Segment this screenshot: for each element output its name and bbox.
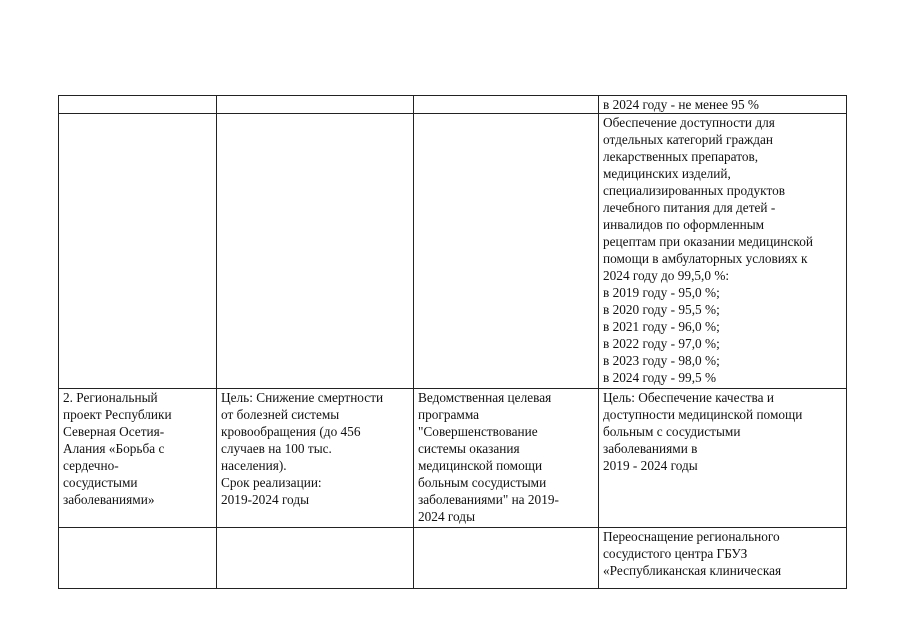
table-cell — [59, 528, 217, 589]
table-cell: в 2024 году - не менее 95 % — [599, 96, 847, 114]
program-cell: Ведомственная целевая программа "Совершенствование системы оказания медицинской помощи больным сосудистыми заболеваниями" на 2019- 2024 годы — [414, 389, 599, 528]
table-cell — [217, 528, 414, 589]
table-cell: Обеспечение доступности для отдельных категорий граждан лекарственных препаратов, медицинских изделий, специализированных продуктов лечебного питания для детей - инвалидов по оформленным рецептам при оказании медицинской помощи в амбулаторных условиях к 2024 году до 99,5,0 %: в 2019 году - 95,0 %; в 2020 году - 95,5 %; в 2021 году - 96,0 %; в 2022 году - 97,0 %; в 2023 году - 98,0 %; в 2024 году - 99,5 % — [599, 114, 847, 389]
table-cell — [414, 96, 599, 114]
goal-cell: Цель: Снижение смертности от болезней системы кровообращения (до 456 случаев на 100 тыс. населения). Срок реализации: 2019-2024 годы — [217, 389, 414, 528]
table-row — [59, 389, 847, 528]
table-cell — [414, 114, 599, 389]
document-table — [58, 95, 847, 589]
table-row — [59, 114, 847, 389]
table-cell — [59, 96, 217, 114]
table-row — [59, 96, 847, 114]
table-cell — [217, 114, 414, 389]
table-cell — [59, 114, 217, 389]
table-row — [59, 528, 847, 589]
table-cell — [217, 96, 414, 114]
project-name-cell: 2. Региональный проект Республики Северная Осетия- Алания «Борьба с сердечно- сосудистыми заболеваниями» — [59, 389, 217, 528]
table-cell: Переоснащение регионального сосудистого центра ГБУЗ «Республиканская клиническая — [599, 528, 847, 589]
table-cell — [414, 528, 599, 589]
result-cell: Цель: Обеспечение качества и доступности медицинской помощи больным с сосудистыми заболеваниями в 2019 - 2024 годы — [599, 389, 847, 528]
